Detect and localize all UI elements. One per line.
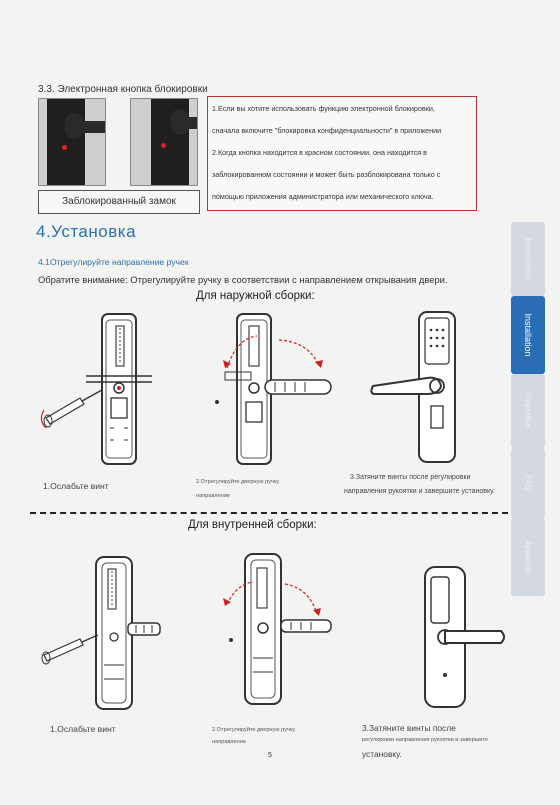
section-4-title: 4.Установка <box>36 222 137 241</box>
locked-lock-photo-right <box>130 98 198 186</box>
tab-introduction[interactable] <box>511 222 545 296</box>
lock-note-box <box>207 96 477 211</box>
inner-step2-caption-1: 2.Отрегулируйте дверную ручку <box>212 727 296 733</box>
tab-appendix[interactable] <box>511 518 545 596</box>
section-divider <box>30 512 508 514</box>
inner-step2-diagram <box>205 548 345 708</box>
inner-step3-caption-2: регулировки направления рукоятки и завершите <box>362 737 489 743</box>
tab-operation[interactable] <box>511 374 545 448</box>
inner-step1-diagram <box>40 555 170 715</box>
outer-step3-caption-2: направления рукоятки и завершите установку. <box>344 488 495 495</box>
tab-installation[interactable] <box>511 296 545 374</box>
inner-step3-diagram <box>405 565 515 715</box>
inner-step1-caption: 1.Ослабьте винт <box>50 724 116 734</box>
locked-lock-caption: Заблокированный замок <box>38 190 200 214</box>
inner-step2-caption-2: направление <box>212 739 246 745</box>
page-number: 5 <box>268 752 272 759</box>
tab-installation-label: Installation <box>523 313 533 357</box>
outer-step1-caption: 1.Ослабьте винт <box>43 481 109 491</box>
outer-step2-caption-1: 2.Отрегулируйте дверную ручку <box>196 479 280 485</box>
tab-appendix-label: Appendix <box>523 540 533 574</box>
inner-step3-caption-1: 3.Затяните винты после <box>362 723 456 733</box>
tab-faq[interactable] <box>511 448 545 518</box>
inner-step3-caption-3: установку. <box>362 749 402 759</box>
note-line-1: 1.Если вы хотите использовать функцию электронной блокировки, <box>212 104 435 113</box>
inner-assembly-title: Для внутренней сборки: <box>188 519 317 531</box>
screwdriver-icon <box>42 635 98 664</box>
outer-step3-diagram <box>365 310 465 470</box>
section-3-3-title: 3.3. Электронная кнопка блокировки <box>38 84 208 95</box>
tab-faq-label: FAQ <box>523 474 533 492</box>
screwdriver-icon <box>41 390 102 428</box>
note-line-5: помощью приложения администратора или механического ключа. <box>212 192 434 201</box>
outer-step2-diagram <box>205 310 345 470</box>
outer-step2-caption-2: направление <box>196 493 230 499</box>
outer-assembly-title: Для наружной сборки: <box>196 290 315 302</box>
attention-note: Обратите внимание: Отрегулируйте ручку в соответствии с направлением открывания двери. <box>38 274 448 285</box>
section-4-1-subtitle: 4.1Отрегулируйте направление ручек <box>38 257 189 267</box>
note-line-2: сначала включите "блокировка конфиденциальности" в приложении <box>212 126 442 135</box>
note-line-3: 2.Когда кнопка находится в красном состоянии, она находится в <box>212 148 427 157</box>
tab-introduction-label: Introduction <box>523 238 533 280</box>
locked-lock-photo-left <box>38 98 106 186</box>
tab-operation-label: Operation <box>523 393 533 429</box>
outer-step1-diagram <box>40 310 160 470</box>
note-line-4: заблокированном состоянии и может быть разблокирована только с <box>212 170 441 179</box>
outer-step3-caption-1: 3.Затяните винты после регулировки <box>350 474 471 481</box>
